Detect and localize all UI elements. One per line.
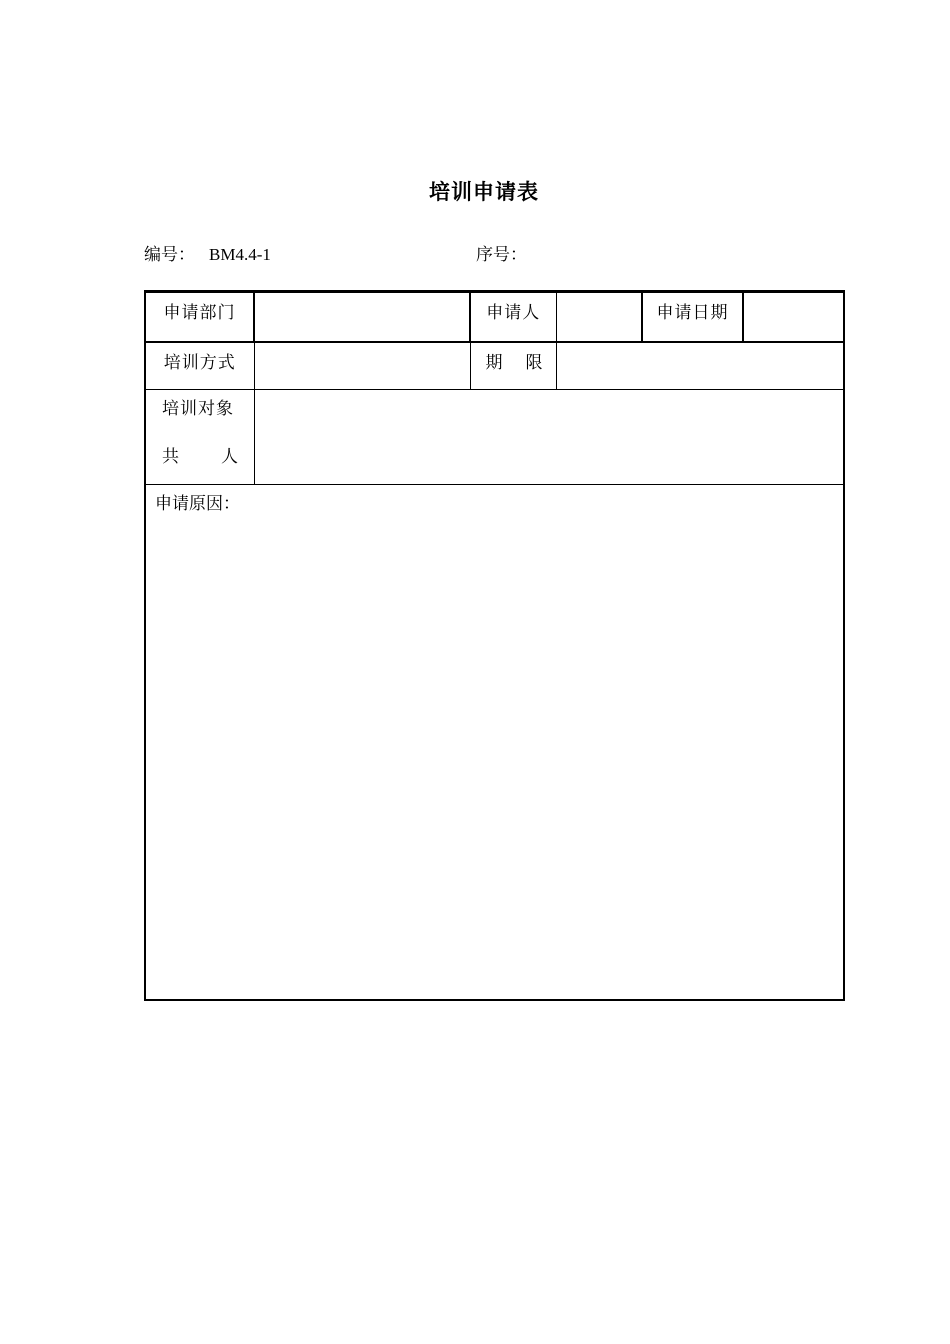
count-label xyxy=(162,442,238,467)
target-label: 培训对象 xyxy=(162,399,234,419)
document-code xyxy=(144,244,271,266)
method-label: 培训方式 xyxy=(163,352,236,373)
page-title: 培训申请表 xyxy=(429,180,539,204)
code-label: 编号： xyxy=(144,245,195,265)
method-label-cell xyxy=(145,342,254,390)
date-label-cell xyxy=(642,292,743,342)
period-value-cell[interactable] xyxy=(556,342,844,390)
code-value: BM4.4-1 xyxy=(209,245,271,264)
dept-value-cell[interactable] xyxy=(254,292,470,342)
training-application-form xyxy=(144,290,845,1001)
dept-label-cell xyxy=(145,292,254,342)
method-value-cell[interactable] xyxy=(254,342,470,390)
target-value-cell[interactable] xyxy=(254,390,844,485)
applicant-label-cell xyxy=(470,292,556,342)
count-label-right: 人 xyxy=(221,447,238,467)
period-label-left: 期 xyxy=(485,352,503,373)
applicant-label: 申请人 xyxy=(486,303,541,323)
reason-cell[interactable] xyxy=(145,485,844,1001)
count-label-left: 共 xyxy=(162,447,179,467)
reason-label: 申请原因： xyxy=(155,494,240,514)
period-label-cell xyxy=(470,342,556,390)
date-value-cell[interactable] xyxy=(743,292,844,342)
sequence-label: 序号： xyxy=(476,245,527,265)
applicant-value-cell[interactable] xyxy=(556,292,642,342)
date-label: 申请日期 xyxy=(656,303,729,323)
dept-label: 申请部门 xyxy=(163,303,236,323)
period-label-right: 限 xyxy=(525,352,543,373)
target-label-cell xyxy=(145,390,254,485)
document-sequence xyxy=(476,244,527,266)
period-label xyxy=(471,343,556,373)
